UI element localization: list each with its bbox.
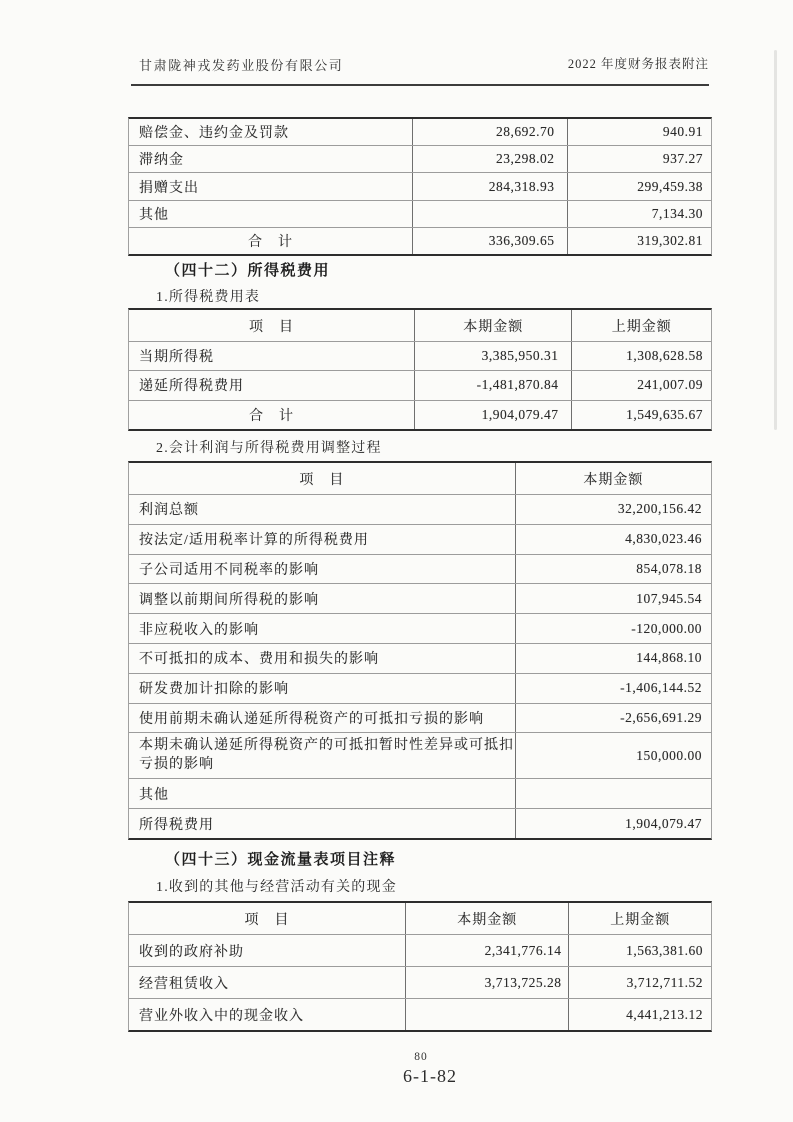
company-name: 甘肃陇神戎发药业股份有限公司 xyxy=(139,58,344,73)
scan-artifact-streak xyxy=(774,50,777,430)
table-row xyxy=(129,583,711,613)
total-label: 合 计 xyxy=(247,234,293,250)
table-row xyxy=(129,778,711,808)
table-row xyxy=(129,643,711,673)
current-amount: 23,298.02 xyxy=(412,146,567,172)
row-label: 经营租赁收入 xyxy=(139,976,229,992)
table-row xyxy=(129,703,711,733)
column-header-prior: 上期金额 xyxy=(568,903,711,934)
current-amount: 1,904,079.47 xyxy=(414,401,571,429)
report-title: 2022 年度财务报表附注 xyxy=(567,57,709,71)
row-label: 收到的政府补助 xyxy=(139,944,244,960)
table-row xyxy=(129,613,711,643)
table-row xyxy=(129,998,711,1030)
current-amount xyxy=(412,201,567,227)
current-amount: -1,481,870.84 xyxy=(414,371,571,399)
row-label: 按法定/适用税率计算的所得税费用 xyxy=(139,533,369,549)
column-header-current: 本期金额 xyxy=(515,463,711,494)
current-amount: 4,830,023.46 xyxy=(515,525,711,554)
header-row xyxy=(129,903,711,934)
current-amount: 2,341,776.14 xyxy=(405,935,568,966)
column-header-current: 本期金额 xyxy=(414,310,571,341)
current-amount: 144,868.10 xyxy=(515,644,711,673)
total-label: 合 计 xyxy=(248,408,294,424)
table-row xyxy=(129,341,711,370)
prior-amount: 241,007.09 xyxy=(571,371,711,399)
header-divider xyxy=(131,84,709,86)
column-header-item: 项 目 xyxy=(249,319,294,335)
row-label: 捐赠支出 xyxy=(139,180,199,196)
row-label: 当期所得税 xyxy=(139,350,214,366)
table-row xyxy=(129,808,711,838)
row-label: 不可抵扣的成本、费用和损失的影响 xyxy=(139,652,379,668)
table-row xyxy=(129,673,711,703)
section-42-sub1: 1.所得税费用表 xyxy=(156,290,261,305)
current-amount: 284,318.93 xyxy=(412,173,567,199)
total-row xyxy=(129,227,711,254)
row-label: 非应税收入的影响 xyxy=(139,622,259,638)
column-header-item: 项 目 xyxy=(244,912,290,928)
other-operating-cash-table xyxy=(128,901,712,1032)
table-row xyxy=(129,370,711,399)
table-row xyxy=(129,554,711,584)
header-row xyxy=(129,463,711,494)
current-amount xyxy=(405,999,568,1030)
row-label: 所得税费用 xyxy=(139,817,214,833)
page-number: 80 xyxy=(414,1051,428,1063)
section-42-title: （四十二）所得税费用 xyxy=(165,262,331,279)
row-label: 其他 xyxy=(139,207,169,223)
table-row xyxy=(129,934,711,966)
current-amount: -2,656,691.29 xyxy=(515,704,711,733)
tax-reconciliation-table xyxy=(128,461,712,840)
income-tax-table xyxy=(128,308,712,431)
row-label: 递延所得税费用 xyxy=(139,379,244,395)
current-amount: 854,078.18 xyxy=(515,555,711,584)
total-row xyxy=(129,400,711,429)
current-amount: -1,406,144.52 xyxy=(515,674,711,703)
table-row xyxy=(129,966,711,998)
prior-amount: 1,549,635.67 xyxy=(571,401,711,429)
prior-amount: 7,134.30 xyxy=(567,201,711,227)
column-header-current: 本期金额 xyxy=(405,903,568,934)
table-row xyxy=(129,172,711,199)
row-label: 利润总额 xyxy=(139,503,199,519)
column-header-prior: 上期金额 xyxy=(571,310,711,341)
current-amount: 1,904,079.47 xyxy=(515,809,711,838)
document-code: 6-1-82 xyxy=(403,1066,457,1086)
column-header-item: 项 目 xyxy=(299,472,345,488)
table-row xyxy=(129,524,711,554)
row-label: 使用前期未确认递延所得税资产的可抵扣亏损的影响 xyxy=(139,711,484,727)
table-row xyxy=(129,145,711,172)
section-43-title: （四十三）现金流量表项目注释 xyxy=(165,851,397,868)
row-label: 滞纳金 xyxy=(139,153,184,169)
prior-amount: 319,302.81 xyxy=(567,228,711,254)
current-amount xyxy=(515,779,711,808)
table-row xyxy=(129,732,711,778)
row-label: 赔偿金、违约金及罚款 xyxy=(139,126,289,142)
row-label: 调整以前期间所得税的影响 xyxy=(139,592,319,608)
table-row xyxy=(129,200,711,227)
table-row xyxy=(129,494,711,524)
header-row xyxy=(129,310,711,341)
prior-amount: 937.27 xyxy=(567,146,711,172)
current-amount: 28,692.70 xyxy=(412,119,567,145)
current-amount: 150,000.00 xyxy=(515,733,711,778)
row-label: 子公司适用不同税率的影响 xyxy=(139,562,319,578)
current-amount: 32,200,156.42 xyxy=(515,495,711,524)
row-label: 营业外收入中的现金收入 xyxy=(139,1008,304,1024)
row-label: 其他 xyxy=(139,787,169,803)
section-43-sub1: 1.收到的其他与经营活动有关的现金 xyxy=(156,880,397,895)
prior-amount: 1,308,628.58 xyxy=(571,342,711,370)
row-label: 研发费加计扣除的影响 xyxy=(139,682,289,698)
prior-amount: 1,563,381.60 xyxy=(568,935,711,966)
prior-amount: 3,712,711.52 xyxy=(568,967,711,998)
prior-amount: 4,441,213.12 xyxy=(568,999,711,1030)
prior-amount: 299,459.38 xyxy=(567,173,711,199)
current-amount: -120,000.00 xyxy=(515,614,711,643)
section-42-sub2: 2.会计利润与所得税费用调整过程 xyxy=(156,441,382,456)
nonoperating-expense-table xyxy=(128,117,712,256)
current-amount: 3,385,950.31 xyxy=(414,342,571,370)
current-amount: 336,309.65 xyxy=(412,228,568,254)
row-label: 本期未确认递延所得税资产的可抵扣暂时性差异或可抵扣亏损的影响 xyxy=(139,738,514,772)
current-amount: 107,945.54 xyxy=(515,584,711,613)
prior-amount: 940.91 xyxy=(567,119,711,145)
table-row xyxy=(129,119,711,145)
current-amount: 3,713,725.28 xyxy=(405,967,568,998)
